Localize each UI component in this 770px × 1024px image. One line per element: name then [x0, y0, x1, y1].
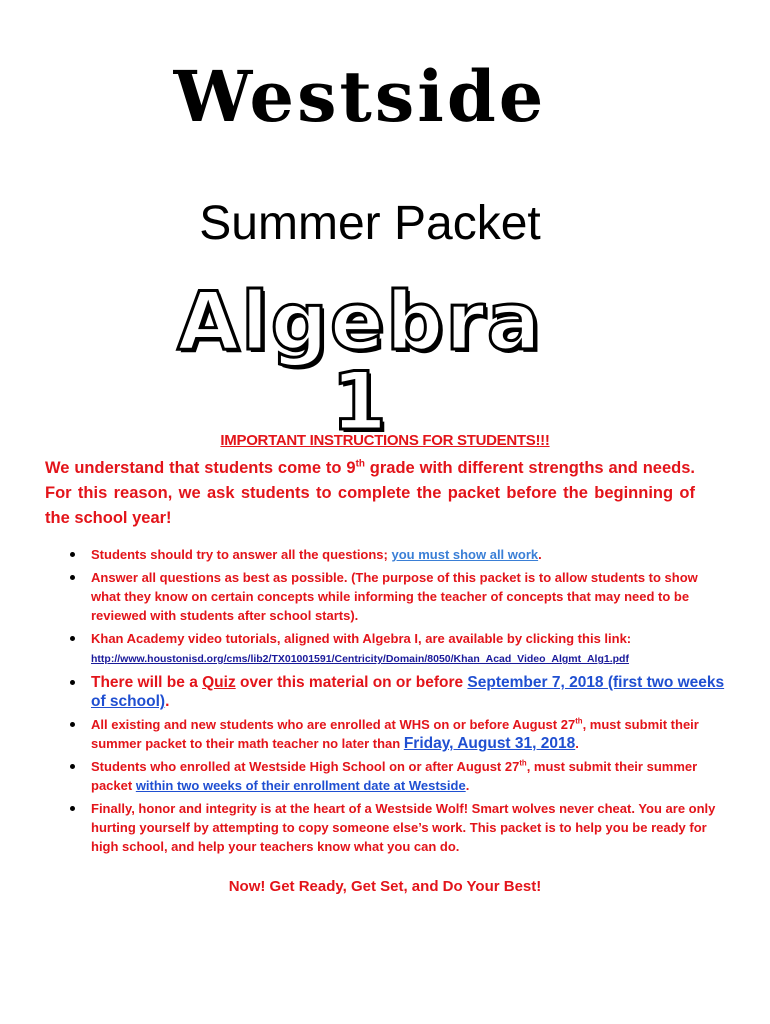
b1-text: Students should try to answer all the questions; [91, 547, 392, 562]
b6-text1: Students who enrolled at Westside High School on or after August 27 [91, 759, 520, 774]
b1-end: . [538, 547, 542, 562]
bullet-icon [70, 764, 75, 769]
list-item-honor [66, 799, 726, 856]
b6-text2: , must submit their summer packet [91, 759, 698, 793]
intro-sup: th [355, 458, 365, 470]
bullet-icon [70, 575, 75, 580]
b6-end: . [465, 778, 470, 793]
title-westside: Westside [173, 55, 547, 138]
instructions-heading: IMPORTANT INSTRUCTIONS FOR STUDENTS!!! [220, 432, 550, 449]
intro-part1: We understand that students come to 9 [45, 459, 356, 477]
show-work-link[interactable]: you must show all work [391, 547, 539, 562]
enrollment-window-link[interactable]: within two weeks of their enrollment date at Westside [135, 778, 466, 793]
b3-text: Khan Academy video tutorials, aligned with Algebra I, are available by clicking this link: [91, 631, 632, 646]
b2-text: Answer all questions as best as possible. (The purpose of this packet is to allow students to show what they know on certain concepts while informing the teacher of concepts that may need to be reviewed with students after school starts). [91, 570, 698, 623]
intro-paragraph [45, 456, 695, 531]
quiz-word: Quiz [202, 674, 236, 691]
b5-text1: All existing and new students who are enrolled at WHS on or before August 27 [91, 717, 576, 732]
closing-line: Now! Get Ready, Get Set, and Do Your Best! [228, 878, 542, 895]
list-item-answer-all [66, 568, 726, 625]
list-item-existing-students [66, 715, 726, 753]
b6-sup: th [519, 758, 527, 768]
bullet-icon [70, 636, 75, 641]
list-item-show-work [66, 545, 726, 564]
bullet-icon [70, 722, 75, 727]
b4-end: . [165, 693, 170, 710]
b4-text1: There will be a [91, 674, 203, 691]
b4-text2: over this material on or before [235, 674, 468, 691]
list-item-quiz [66, 673, 726, 711]
instructions-list [66, 545, 726, 860]
title-summer-packet: Summer Packet [199, 197, 541, 250]
title-algebra: Algebra 1 [177, 275, 543, 448]
b5-end: . [575, 736, 579, 751]
quiz-date-link[interactable]: September 7, 2018 (first two weeks of school) [91, 674, 725, 710]
list-item-khan-academy [66, 629, 726, 669]
deadline-link[interactable]: Friday, August 31, 2018 [403, 735, 576, 752]
intro-part2: grade with different strengths and needs. For this reason, we ask students to complete the packet before the beginning of the school year! [45, 459, 696, 527]
khan-academy-link[interactable]: http://www.houstonisd.org/cms/lib2/TX01001591/Centricity/Domain/8050/Khan_Acad_Video_Algmt_Alg1.pdf [91, 653, 629, 665]
b5-sup: th [575, 716, 583, 726]
b5-text2: , must submit their summer packet to their math teacher no later than [91, 717, 699, 751]
bullet-icon [70, 806, 75, 811]
list-item-new-students [66, 757, 726, 795]
b7-text: Finally, honor and integrity is at the heart of a Westside Wolf! Smart wolves never cheat. You are only hurting yourself by attempting to copy someone else’s work. This packet is to help you be ready for high school, and help your teachers know what you can do. [91, 801, 716, 854]
bullet-icon [70, 680, 75, 685]
bullet-icon [70, 552, 75, 557]
